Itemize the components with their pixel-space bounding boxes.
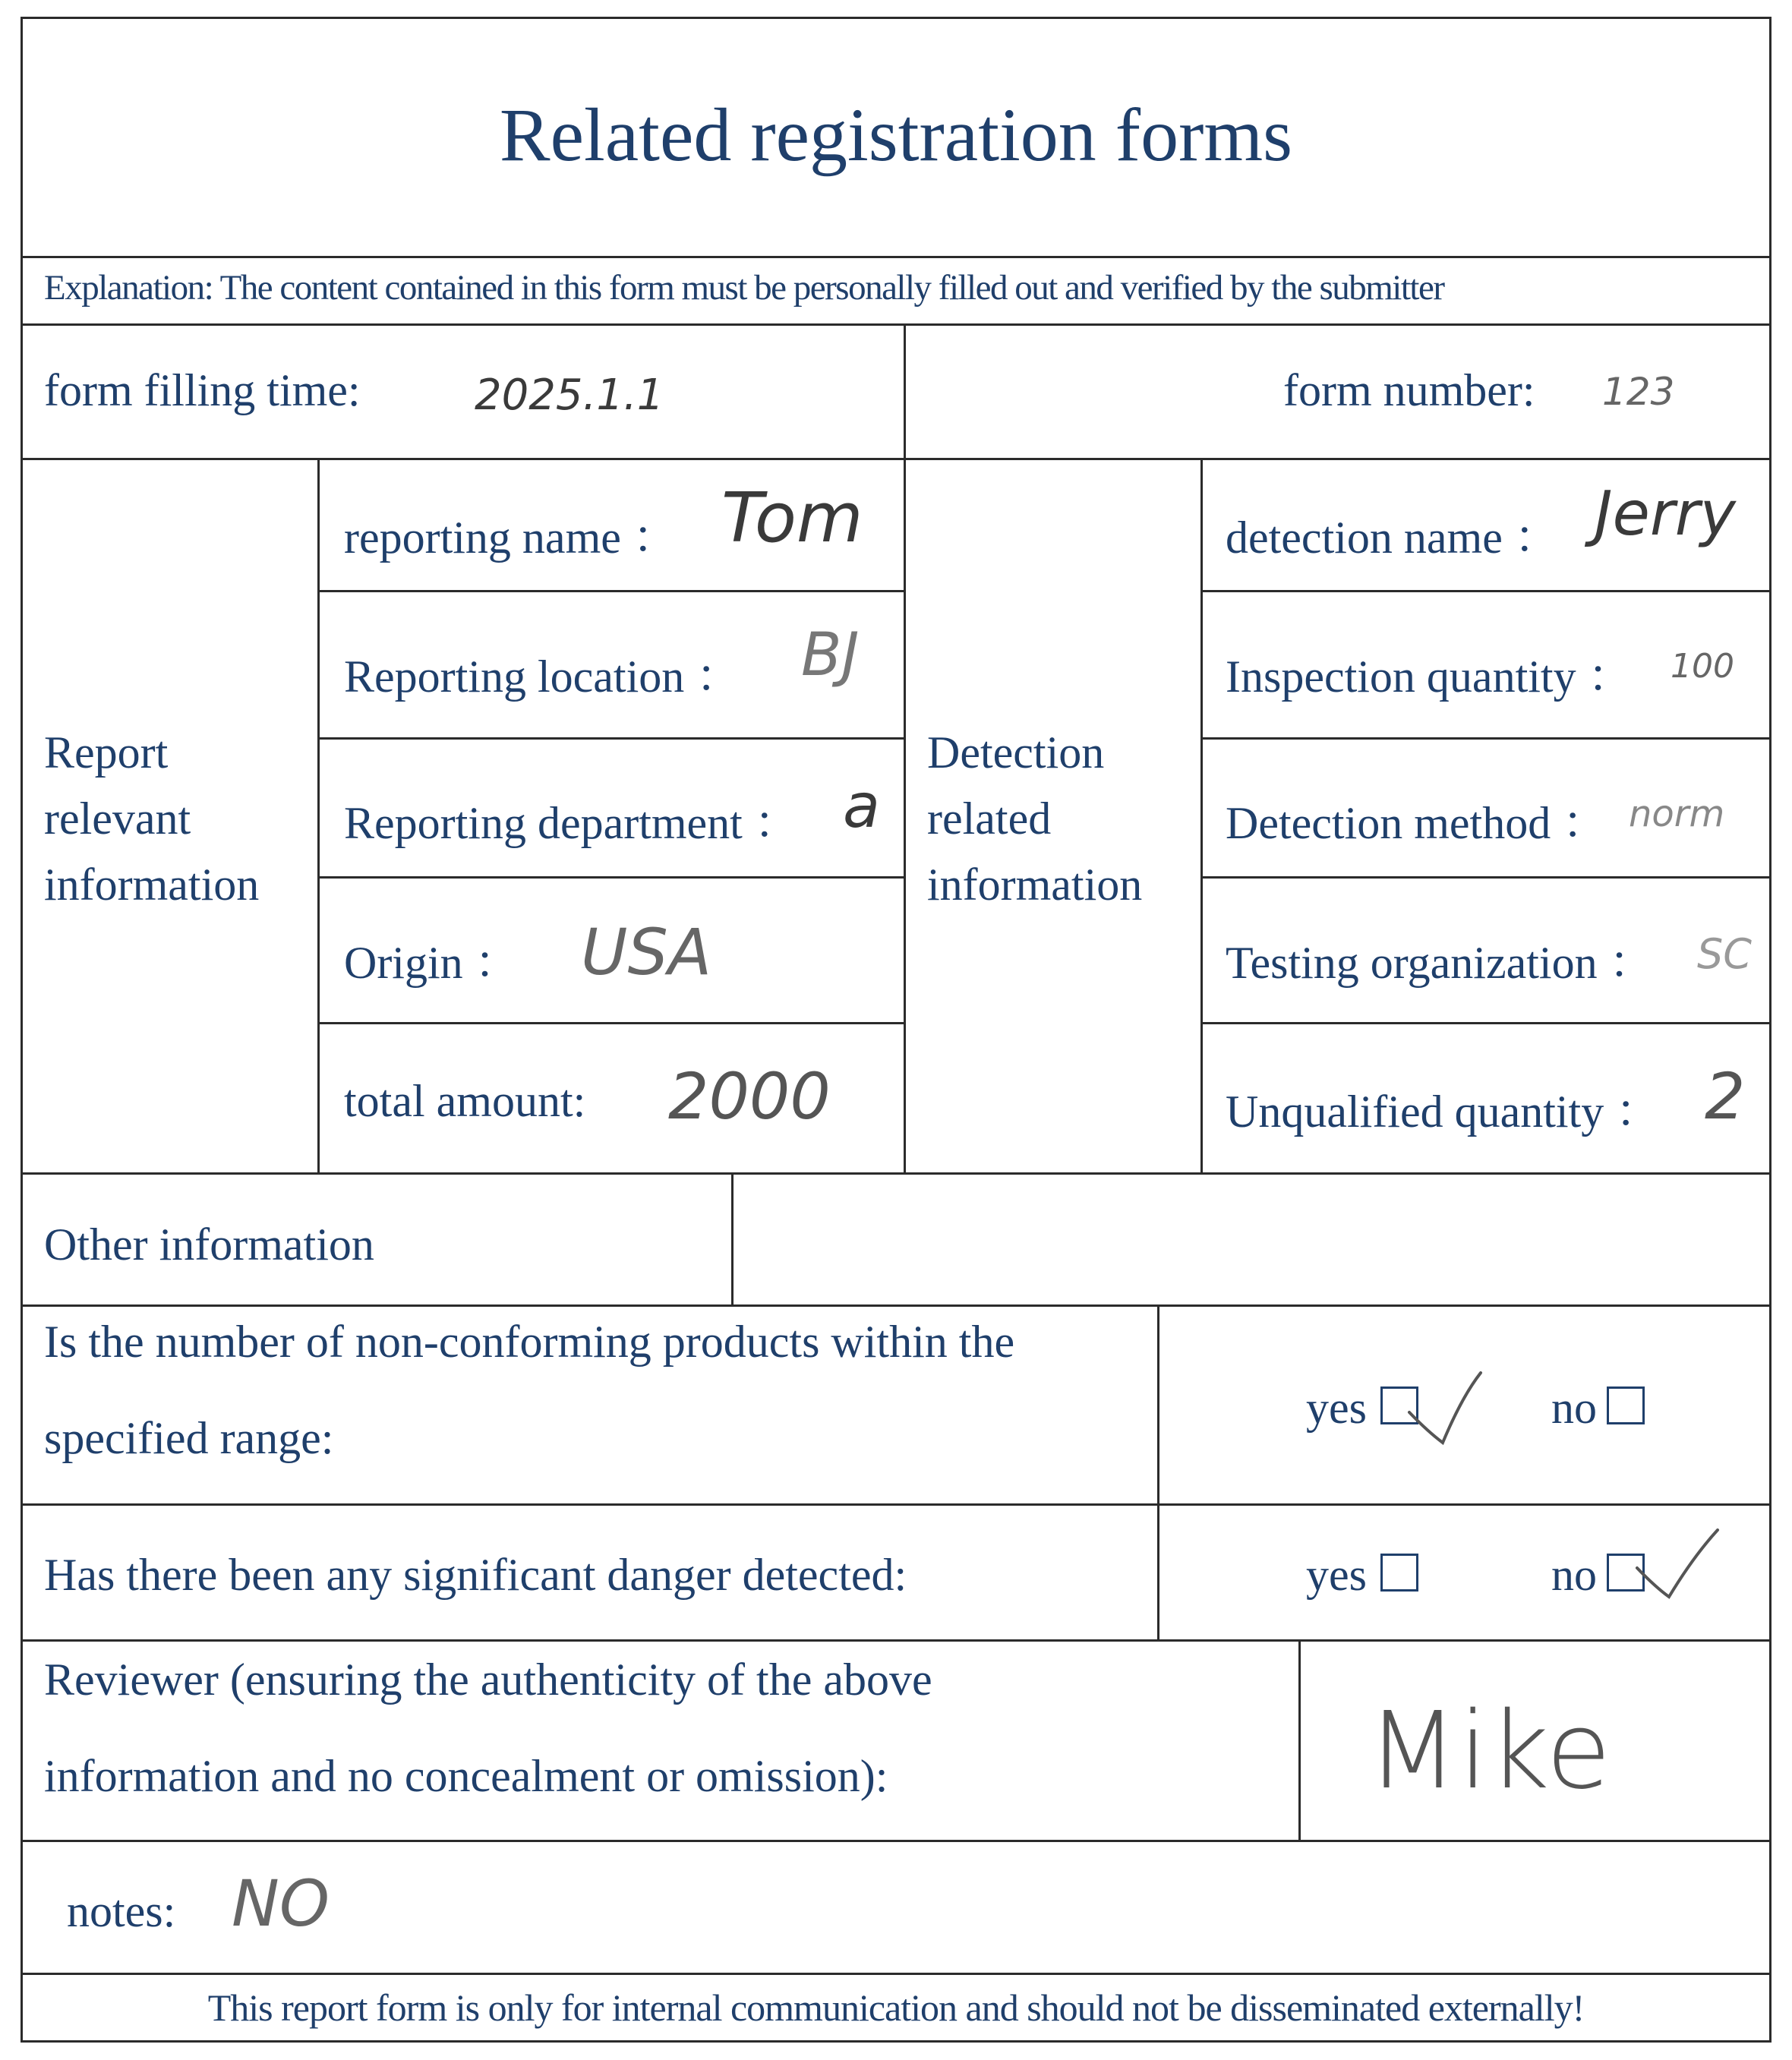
detection-heading-line-2: related (927, 793, 1052, 844)
inspection-quantity-label: Inspection quantity ： (1226, 651, 1633, 702)
inspection-quantity-value[interactable]: 100 (1671, 647, 1734, 686)
testing-organization-label: Testing organization ： (1226, 938, 1655, 988)
unqualified-quantity-label: Unqualified quantity ： (1226, 1087, 1661, 1137)
reporting-name-value[interactable]: Tom (721, 478, 863, 558)
notes-value[interactable]: NO (232, 1866, 330, 1941)
footer-text: This report form is only for internal communication and should not be disseminated externally! (207, 1986, 1585, 2029)
q2-yes-checkbox[interactable] (1380, 1554, 1418, 1592)
q1-no-label: no (1551, 1383, 1597, 1433)
q1-line-1: Is the number of non-conforming products within the (44, 1317, 1015, 1367)
explanation-text: Explanation: The content contained in this form must be personally filled out and verified by the submitter (44, 268, 1444, 308)
form-number-value[interactable]: 123 (1602, 370, 1675, 414)
unqualified-quantity-value[interactable]: 2 (1705, 1059, 1746, 1134)
origin-value[interactable]: USA (581, 915, 712, 989)
total-amount-value[interactable]: 2000 (668, 1059, 831, 1134)
reporting-department-value[interactable]: a (843, 771, 881, 841)
other-info-label: Other information (44, 1219, 374, 1270)
total-amount-label: total amount: (344, 1076, 586, 1126)
other-info-value-cell[interactable] (731, 1172, 1771, 1307)
detection-name-value[interactable]: Jerry (1595, 478, 1736, 549)
check-mark-icon (1405, 1367, 1488, 1450)
detection-heading-line-3: information (927, 860, 1143, 910)
q1-line-2: specified range: (44, 1413, 334, 1463)
q1-yes-label: yes (1306, 1383, 1367, 1433)
q2-yes-label: yes (1306, 1550, 1367, 1600)
reporting-department-label: Reporting department ： (344, 798, 800, 848)
filling-time-label: form filling time: (44, 365, 361, 415)
reporting-location-label: Reporting location ： (344, 651, 742, 702)
reporting-location-value[interactable]: BJ (801, 621, 860, 689)
report-heading-line-3: information (44, 860, 260, 910)
reviewer-signature[interactable]: Mike (1367, 1689, 1611, 1813)
detection-method-label: Detection method ： (1226, 798, 1608, 848)
check-mark-icon (1633, 1522, 1724, 1606)
testing-organization-value[interactable]: SC (1697, 930, 1752, 978)
q2-no-label: no (1551, 1550, 1597, 1600)
q2-label: Has there been any significant danger detected: (44, 1550, 907, 1600)
report-heading-line-1: Report (44, 727, 169, 778)
origin-label: Origin ： (344, 938, 520, 988)
q1-no-checkbox[interactable] (1607, 1386, 1645, 1424)
reviewer-line-2: information and no concealment or omission): (44, 1751, 888, 1801)
detection-heading-line-1: Detection (927, 727, 1105, 778)
notes-label: notes: (67, 1886, 176, 1936)
form-number-label: form number: (1283, 365, 1535, 415)
detection-method-value[interactable]: norm (1629, 793, 1725, 835)
reviewer-line-1: Reviewer (ensuring the authenticity of the above (44, 1655, 932, 1705)
report-heading-line-2: relevant (44, 793, 191, 844)
filling-time-value[interactable]: 2025.1.1 (475, 371, 664, 420)
reporting-name-label: reporting name ： (344, 513, 678, 563)
detection-name-label: detection name ： (1226, 513, 1560, 563)
form-title: Related registration forms (499, 93, 1293, 177)
